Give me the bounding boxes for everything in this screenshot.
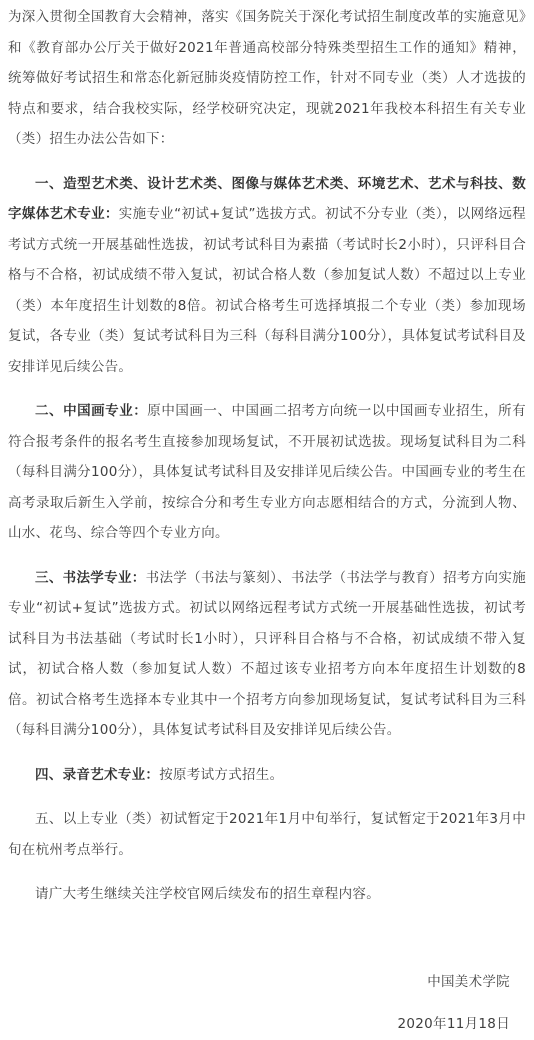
signature-organization: 中国美术学院 (427, 973, 510, 990)
section-1-body: 实施专业“初试+复试”选拔方式。初试不分专业（类），以网络远程考试方式统一开展基础性选拔，初试考试科目为素描（考试时长2小时），只评科目合格与不合格，初试成绩不带入复试，初试合格人数（参加复试人数）不超过以上专业（类）本年度招生计划数的8倍。初试合格考生可选择填报二个专业（类）参加现场复试，各专业（类）复试考试科目为三科（每科目满分100分），具体复试考试科目及安排详见后续公告。 (8, 206, 526, 375)
section-2 (8, 396, 526, 549)
section-3-heading: 三、书法学专业： (35, 569, 146, 586)
signature-date: 2020年11月18日 (397, 1016, 510, 1032)
section-4 (8, 760, 526, 791)
section-4-heading: 四、录音艺术专业： (35, 766, 160, 783)
intro-paragraph: 为深入贯彻全国教育大会精神，落实《国务院关于深化考试招生制度改革的实施意见》和《教育部办公厅关于做好2021年普通高校部分特殊类型招生工作的通知》精神，统筹做好考试招生和常态化新冠肺炎疫情防控工作，针对不同专业（类）人才选拔的特点和要求，结合我校实际，经学校研究决定，现就2021年我校本科招生有关专业（类）招生办法公告如下： (8, 9, 526, 147)
section-1 (8, 169, 526, 383)
closing-paragraph: 请广大考生继续关注学校官网后续发布的招生章程内容。 (35, 886, 380, 902)
section-3 (8, 563, 526, 746)
item-5-paragraph: 五、以上专业（类）初试暂定于2021年1月中旬举行，复试暂定于2021年3月中旬在杭州考点举行。 (8, 811, 526, 858)
section-2-heading: 二、中国画专业： (35, 403, 148, 419)
section-3-body: 书法学（书法与篆刻）、书法学（书法学与教育）招考方向实施专业“初试+复试”选拔方式。初试以网络远程考试方式统一开展基础性选拔，初试考试科目为书法基础（考试时长1小时），只评科目合格与不合格，初试成绩不带入复试，初试合格人数（参加复试人数）不超过该专业招考方向本年度招生计划数的8倍。初试合格考生选择本专业其中一个招考方向参加现场复试，复试考试科目为三科（每科目满分100分），具体复试考试科目及安排详见后续公告。 (8, 569, 526, 738)
section-2-body: 原中国画一、中国画二招考方向统一以中国画专业招生，所有符合报考条件的报名考生直接参加现场复试，不开展初试选拔。现场复试科目为二科（每科目满分100分），具体复试考试科目及安排详见后续公告。中国画专业的考生在高考录取后新生入学前，按综合分和考生专业方向志愿相结合的方式，分流到人物、山水、花鸟、综合等四个专业方向。 (8, 403, 526, 541)
section-4-body: 按原考试方式招生。 (159, 766, 284, 783)
section-1-heading: 一、造型艺术类、设计艺术类、图像与媒体艺术类、环境艺术、艺术与科技、数字媒体艺术专业： (8, 175, 526, 222)
